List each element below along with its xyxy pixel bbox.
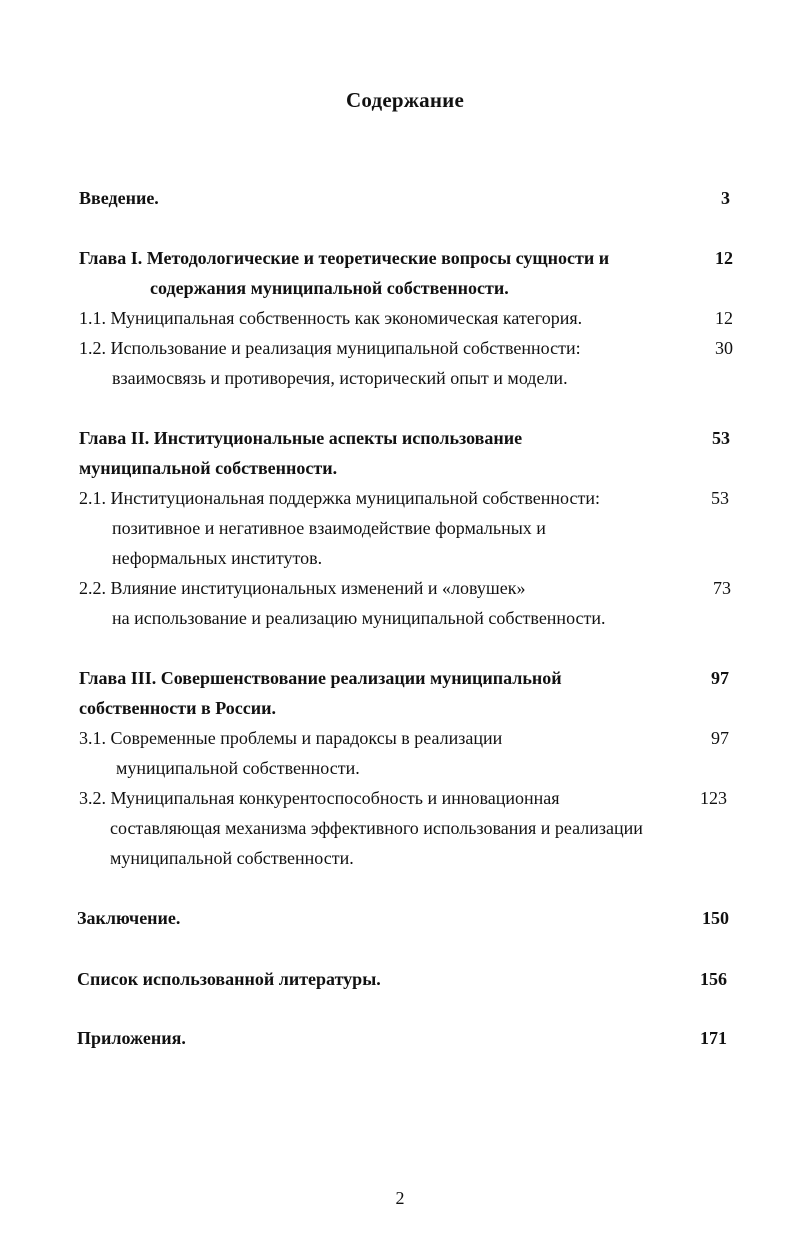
page-title: Содержание [346, 88, 464, 112]
toc-entry-text-continued: позитивное и негативное взаимодействие формальных и [112, 518, 546, 538]
toc-entry-text-continued: составляющая механизма эффективного использования и реализации [110, 818, 643, 838]
toc-entry-text-continued: взаимосвязь и противоречия, исторический опыт и модели. [112, 368, 568, 388]
toc-entry-page: 123 [700, 788, 727, 808]
toc-entry-text: Приложения. [77, 1028, 186, 1048]
toc-entry-text: Введение. [79, 188, 159, 208]
toc-entry-text: 2.1. Институциональная поддержка муниципальной собственности: [79, 488, 600, 508]
toc-entry-text-continued: собственности в России. [79, 698, 276, 718]
toc-entry-page: 12 [715, 248, 733, 268]
toc-entry-text-continued: муниципальной собственности. [116, 758, 360, 778]
toc-entry-text: 2.2. Влияние институциональных изменений и «ловушек» [79, 578, 526, 598]
toc-entry-page: 97 [711, 668, 729, 688]
toc-entry-text: Глава III. Совершенствование реализации муниципальной [79, 668, 562, 688]
toc-entry-page: 156 [700, 969, 727, 989]
toc-entry-text-continued: муниципальной собственности. [110, 848, 354, 868]
toc-entry-text-continued: на использование и реализацию муниципальной собственности. [112, 608, 606, 628]
toc-entry-page: 150 [702, 908, 729, 928]
toc-entry-page: 73 [713, 578, 731, 598]
toc-entry-text-continued: муниципальной собственности. [79, 458, 338, 478]
toc-entry-page: 97 [711, 728, 729, 748]
toc-entry-text: 3.1. Современные проблемы и парадоксы в реализации [79, 728, 503, 748]
page-number: 2 [395, 1188, 405, 1208]
toc-entry-text-continued: неформальных институтов. [112, 548, 323, 568]
toc-entry-page: 12 [715, 308, 733, 328]
toc-entry-page: 53 [711, 488, 729, 508]
toc-entry-text: 3.2. Муниципальная конкурентоспособность и инновационная [79, 788, 560, 808]
toc-entry-text: Глава I. Методологические и теоретические вопросы сущности и [79, 248, 610, 268]
toc-entry-text: Заключение. [77, 908, 181, 928]
toc-entry-page: 3 [721, 188, 730, 208]
toc-entry-text: 1.1. Муниципальная собственность как экономическая категория. [79, 308, 583, 328]
toc-entry-text-continued: содержания муниципальной собственности. [150, 278, 509, 298]
toc-entry-page: 30 [715, 338, 733, 358]
toc-entry-text: 1.2. Использование и реализация муниципальной собственности: [79, 338, 581, 358]
toc-entry-text: Глава II. Институциональные аспекты использование [79, 428, 523, 448]
toc-entry-text: Список использованной литературы. [77, 969, 381, 989]
toc-entry-page: 171 [700, 1028, 727, 1048]
toc-entry-page: 53 [712, 428, 730, 448]
